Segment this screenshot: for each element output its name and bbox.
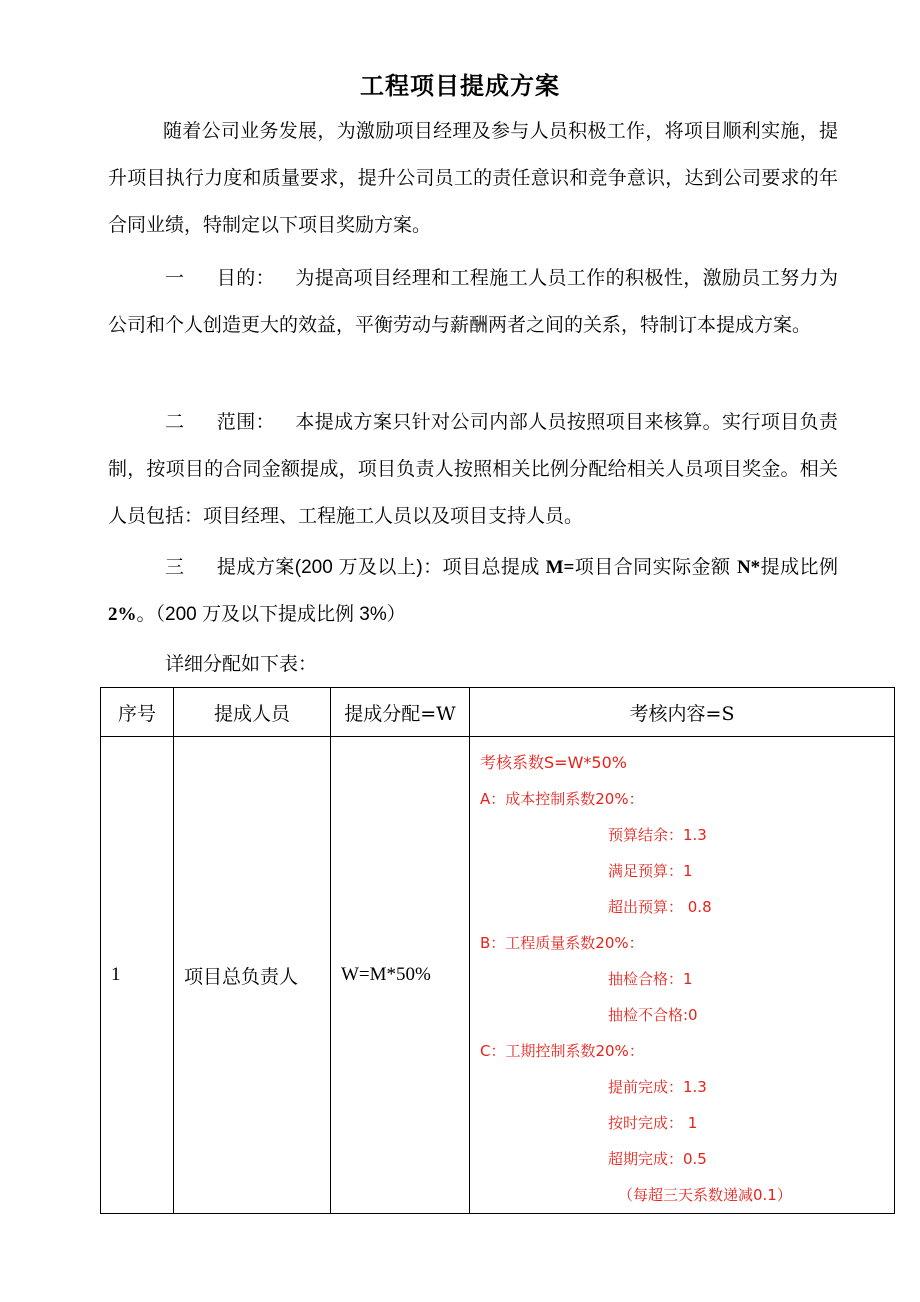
section-scope-label: 范围： <box>216 411 275 433</box>
table-header-row <box>101 688 895 737</box>
assessment-a-item: 预算结余：1.3 <box>608 826 707 844</box>
section-purpose-number: 一 <box>165 267 185 289</box>
section-plan-mid: 项目合同实际金额 <box>574 556 737 578</box>
assessment-c-item: 按时完成： 1 <box>608 1114 698 1132</box>
section-plan-number: 三 <box>165 556 185 578</box>
assessment-note: （每超三天系数递减0.1） <box>618 1186 792 1204</box>
assessment-c-item: 超期完成：0.5 <box>608 1150 707 1168</box>
section-scope-number: 二 <box>165 411 185 433</box>
formula-m: M= <box>545 557 575 578</box>
table-row <box>101 737 895 1214</box>
section-plan-lead: 提成方案(200 万及以上)：项目总提成 <box>216 557 546 578</box>
header-allocation: 提成分配=W <box>331 688 470 737</box>
formula-n: N* <box>736 557 761 578</box>
row-assessment <box>470 737 895 1214</box>
row-seq: 1 <box>101 737 174 1214</box>
formula-percent: 2% <box>108 604 137 625</box>
header-assessment: 考核内容=S <box>470 688 895 737</box>
section-plan-note: 。（200 万及以下提成比例 3%） <box>136 604 406 625</box>
table-intro: 详细分配如下表： <box>165 653 318 675</box>
header-person: 提成人员 <box>174 688 331 737</box>
header-seq: 序号 <box>101 688 174 737</box>
assessment-b-item: 抽检合格：1 <box>608 970 693 988</box>
assessment-a-item: 满足预算：1 <box>608 862 693 880</box>
row-allocation: W=M*50% <box>331 737 470 1214</box>
section-scope <box>108 399 838 540</box>
assessment-a-title: A：成本控制系数20%： <box>480 790 644 808</box>
section-plan <box>108 544 838 638</box>
assessment-b-item: 抽检不合格:0 <box>608 1006 698 1024</box>
assessment-c-item: 提前完成：1.3 <box>608 1078 707 1096</box>
row-person: 项目总负责人 <box>174 737 331 1214</box>
section-purpose-label: 目的： <box>216 267 275 289</box>
section-plan-tail: 提成比例 <box>760 556 838 578</box>
document-title: 工程项目提成方案 <box>360 71 560 100</box>
section-scope-text: 本提成方案只针对公司内部人员按照项目来核算。实行项目负责制，按项目的合同金额提成，项目负责人按照相关比例分配给相关人员项目奖金。相关人员包括：项目经理、工程施工人员以及项目支持人员。 <box>108 411 838 527</box>
assessment-coefficient: 考核系数S=W*50% <box>480 753 627 772</box>
assessment-b-title: B：工程质量系数20%： <box>480 934 644 952</box>
commission-table <box>100 687 895 1214</box>
assessment-a-item: 超出预算： 0.8 <box>608 898 712 916</box>
section-purpose-text: 为提高项目经理和工程施工人员工作的积极性，激励员工努力为公司和个人创造更大的效益，平衡劳动与薪酬两者之间的关系，特制订本提成方案。 <box>108 267 838 336</box>
intro-paragraph: 随着公司业务发展，为激励项目经理及参与人员积极工作，将项目顺利实施，提升项目执行力度和质量要求，提升公司员工的责任意识和竞争意识，达到公司要求的年合同业绩，特制定以下项目奖励方案。 <box>108 120 838 236</box>
section-purpose <box>108 255 838 349</box>
assessment-c-title: C：工期控制系数20%： <box>480 1042 644 1060</box>
